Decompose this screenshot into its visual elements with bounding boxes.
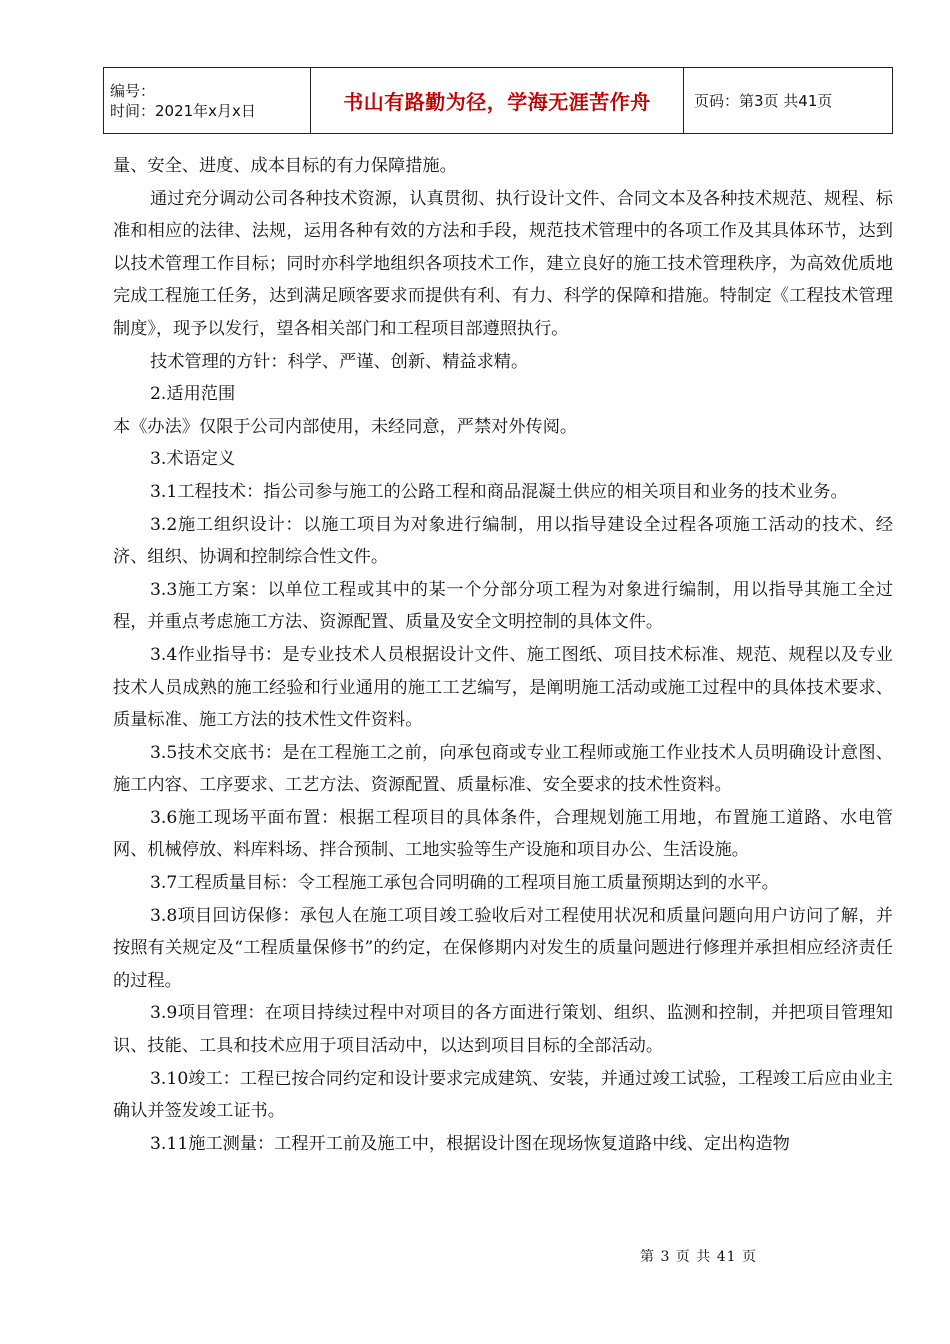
page-info: 页码：第3页 共41页	[684, 68, 893, 134]
paragraph: 通过充分调动公司各种技术资源，认真贯彻、执行设计文件、合同文本及各种技术规范、规程、标准和相应的法律、法规，运用各种有效的方法和手段，规范技术管理中的各项工作及其具体环节，达到以技术管理工作目标；同时亦科学地组织各项技术工作，建立良好的施工技术管理秩序，为高效优质地完成工程施工任务，达到满足顾客要求而提供有利、有力、科学的保障和措施。特制定《工程技术管理制度》，现予以发行，望各相关部门和工程项目部遵照执行。	[113, 188, 893, 339]
definition: 3.4作业指导书：是专业技术人员根据设计文件、施工图纸、项目技术标准、规范、规程以及专业技术人员成熟的施工经验和行业通用的施工工艺编写，是阐明施工活动或施工过程中的具体技术要求、质量标准、施工方法的技术性文件资料。	[113, 644, 893, 731]
definition: 3.6施工现场平面布置：根据工程项目的具体条件，合理规划施工用地，布置施工道路、水电管网、机械停放、料库料场、拌合预制、工地实验等生产设施和项目办公、生活设施。	[113, 807, 893, 861]
definition: 3.8项目回访保修：承包人在施工项目竣工验收后对工程使用状况和质量问题向用户访问了解，并按照有关规定及“工程质量保修书”的约定，在保修期内对发生的质量问题进行修理并承担相应经济责任的过程。	[113, 905, 893, 991]
definition: 3.9项目管理：在项目持续过程中对项目的各方面进行策划、组织、监测和控制，并把项目管理知识、技能、工具和技术应用于项目活动中，以达到项目目标的全部活动。	[113, 1003, 893, 1057]
page-footer: 第 3 页 共 41 页	[640, 1249, 757, 1265]
definition: 3.2施工组织设计：以施工项目为对象进行编制，用以指导建设全过程各项施工活动的技术、经济、组织、协调和控制综合性文件。	[113, 514, 893, 568]
definition: 3.10竣工：工程已按合同约定和设计要求完成建筑、安装，并通过竣工试验，工程竣工后应由业主确认并签发竣工证书。	[113, 1068, 893, 1122]
definition: 3.3施工方案：以单位工程或其中的某一个分部分项工程为对象进行编制，用以指导其施工全过程，并重点考虑施工方法、资源配置、质量及安全文明控制的具体文件。	[113, 579, 893, 633]
motto: 书山有路勤为径，学海无涯苦作舟	[311, 68, 684, 134]
definition: 3.7工程质量目标：令工程施工承包合同明确的工程项目施工质量预期达到的水平。	[150, 873, 779, 894]
paragraph: 技术管理的方针：科学、严谨、创新、精益求精。	[150, 351, 529, 372]
document-body	[113, 150, 893, 1160]
paragraph: 量、安全、进度、成本目标的有力保障措施。	[113, 156, 457, 176]
header-meta-cell	[104, 68, 311, 134]
definition: 3.11施工测量：工程开工前及施工中，根据设计图在现场恢复道路中线、定出构造物	[150, 1133, 790, 1154]
serial-label: 编号：	[110, 81, 156, 100]
definition: 3.1工程技术：指公司参与施工的公路工程和商品混凝土供应的相关项目和业务的技术业务。	[150, 481, 848, 502]
paragraph: 本《办法》仅限于公司内部使用，未经同意，严禁对外传阅。	[113, 416, 578, 437]
definition: 3.5技术交底书：是在工程施工之前，向承包商或专业工程师或施工作业技术人员明确设计意图、施工内容、工序要求、工艺方法、资源配置、质量标准、安全要求的技术性资料。	[113, 742, 893, 796]
header-table	[103, 67, 893, 134]
time-label: 时间：2021年x月x日	[110, 101, 256, 120]
section-heading: 3.术语定义	[150, 449, 236, 470]
section-heading: 2.适用范围	[150, 384, 236, 405]
